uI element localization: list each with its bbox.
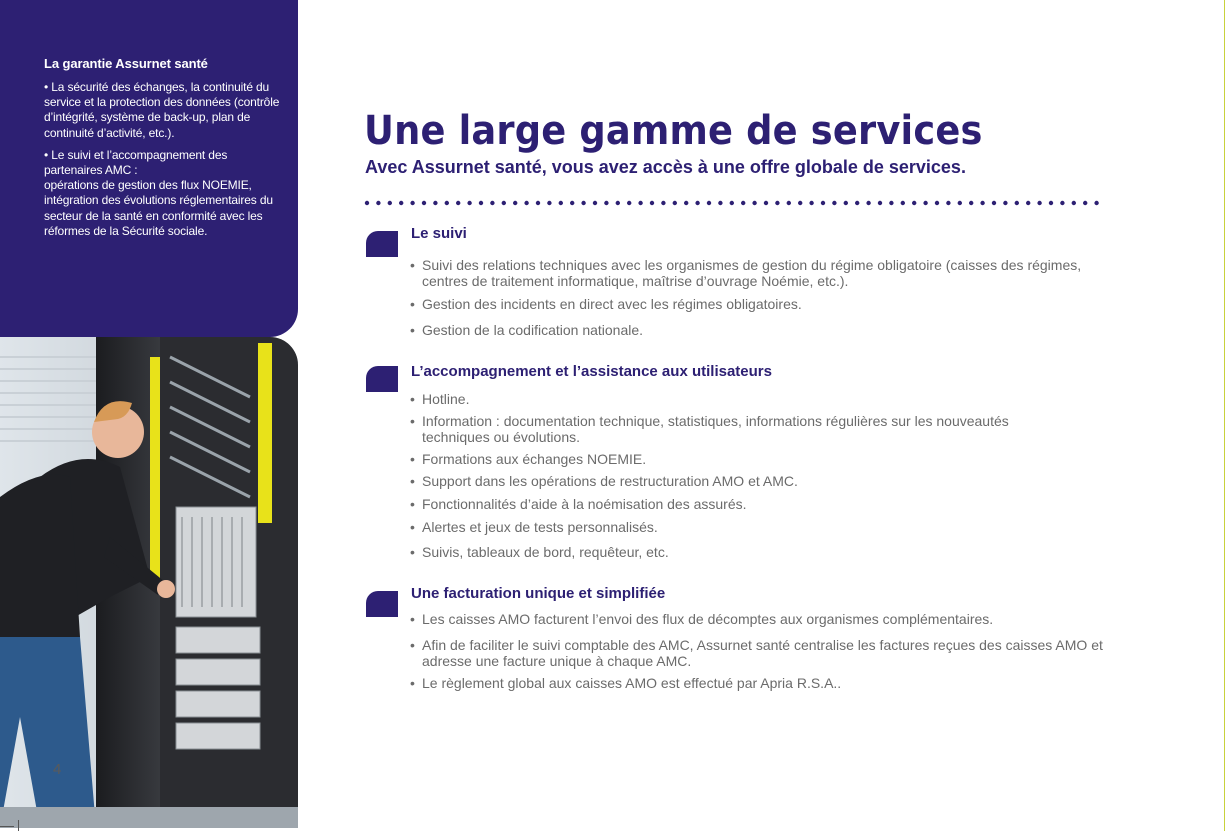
section-marker: [366, 366, 398, 392]
divider-dot: [958, 201, 962, 205]
list-item: • Les caisses AMO facturent l’envoi des flux de décomptes aux organismes complémentaires.: [410, 611, 1130, 627]
divider-dot: [844, 201, 848, 205]
divider-dot: [445, 201, 449, 205]
divider-dot: [627, 201, 631, 205]
divider-dot: [536, 201, 540, 205]
divider-dot: [467, 201, 471, 205]
divider-dot: [889, 201, 893, 205]
info-panel-title: La garantie Assurnet santé: [44, 56, 208, 71]
dotted-divider: [364, 199, 1104, 207]
info-panel-text: opérations de gestion des flux NOEMIE, intégration des évolutions réglementaires du secteur de la santé en conformité avec les réformes de la Sécurité sociale.: [44, 178, 273, 238]
info-panel: [0, 0, 298, 337]
list-item: • Support dans les opérations de restructuration AMO et AMC.: [410, 473, 1130, 489]
divider-dot: [1060, 201, 1064, 205]
list-item: • Fonctionnalités d’aide à la noémisation des assurés.: [410, 496, 1130, 512]
list-item: • Gestion de la codification nationale.: [410, 322, 1130, 338]
divider-dot: [912, 201, 916, 205]
section-heading-accompagnement: L’accompagnement et l’assistance aux utilisateurs: [411, 363, 772, 380]
trim-mark: [0, 826, 14, 827]
divider-dot: [650, 201, 654, 205]
divider-dot: [832, 201, 836, 205]
divider-dot: [479, 201, 483, 205]
divider-dot: [559, 201, 563, 205]
divider-dot: [604, 201, 608, 205]
divider-dot: [513, 201, 517, 205]
divider-dot: [388, 201, 392, 205]
divider-dot: [741, 201, 745, 205]
list-item: • Alertes et jeux de tests personnalisés.: [410, 519, 1130, 535]
divider-dot: [730, 201, 734, 205]
divider-dot: [1003, 201, 1007, 205]
divider-dot: [787, 201, 791, 205]
section-marker: [366, 231, 398, 257]
divider-dot: [524, 201, 528, 205]
divider-dot: [821, 201, 825, 205]
divider-dot: [764, 201, 768, 205]
divider-dot: [855, 201, 859, 205]
divider-dot: [901, 201, 905, 205]
info-panel-bullet: • La sécurité des échanges, la continuité du service et la protection des données (contrôle d’intégrité, système de back-up, plan de continuité d’activité, etc.).: [44, 80, 280, 140]
divider-dot: [581, 201, 585, 205]
list-item: • Formations aux échanges NOEMIE.: [410, 451, 1130, 467]
divider-dot: [878, 201, 882, 205]
divider-dot: [775, 201, 779, 205]
page-title: Une large gamme de services: [364, 108, 983, 154]
list-item: • Le règlement global aux caisses AMO est effectué par Apria R.S.A..: [410, 675, 1130, 691]
section-heading-suivi: Le suivi: [411, 225, 467, 242]
info-panel-bullet: • Le suivi et l’accompagnement des partenaires AMC :: [44, 147, 228, 178]
divider-dot: [707, 201, 711, 205]
datacenter-photo: [0, 337, 298, 828]
divider-dot: [410, 201, 414, 205]
divider-dot: [1049, 201, 1053, 205]
divider-dot: [399, 201, 403, 205]
list-item: • Hotline.: [410, 391, 1130, 407]
divider-dot: [547, 201, 551, 205]
trim-mark: [18, 820, 19, 831]
list-item: • Suivis, tableaux de bord, requêteur, etc.: [410, 544, 1130, 560]
divider-dot: [1037, 201, 1041, 205]
divider-dot: [638, 201, 642, 205]
divider-dot: [502, 201, 506, 205]
section-marker: [366, 591, 398, 617]
divider-dot: [1072, 201, 1076, 205]
divider-dot: [1083, 201, 1087, 205]
divider-dot: [866, 201, 870, 205]
divider-dot: [946, 201, 950, 205]
list-item: • Suivi des relations techniques avec les organismes de gestion du régime obligatoire (caisses des régimes, centres de traitement informatique, maîtrise d’ouvrage Noémie, etc.).: [410, 257, 1130, 289]
divider-dot: [673, 201, 677, 205]
divider-dot: [718, 201, 722, 205]
list-item: • Afin de faciliter le suivi comptable des AMC, Assurnet santé centralise les factures reçues des caisses AMO et adresse une facture unique à chaque AMC.: [410, 637, 1130, 669]
page-edge-line: [1224, 0, 1225, 831]
divider-dot: [1094, 201, 1098, 205]
divider-dot: [490, 201, 494, 205]
divider-dot: [456, 201, 460, 205]
divider-dot: [570, 201, 574, 205]
divider-dot: [1026, 201, 1030, 205]
divider-dot: [433, 201, 437, 205]
divider-dot: [684, 201, 688, 205]
divider-dot: [1015, 201, 1019, 205]
divider-dot: [593, 201, 597, 205]
divider-dot: [809, 201, 813, 205]
divider-dot: [980, 201, 984, 205]
page-subtitle: Avec Assurnet santé, vous avez accès à une offre globale de services.: [365, 157, 966, 177]
divider-dot: [923, 201, 927, 205]
section-heading-facturation: Une facturation unique et simplifiée: [411, 585, 666, 602]
divider-dot: [616, 201, 620, 205]
divider-dot: [422, 201, 426, 205]
list-item: • Gestion des incidents en direct avec les régimes obligatoires.: [410, 296, 1130, 312]
page-number: 4: [53, 761, 62, 778]
divider-dot: [752, 201, 756, 205]
divider-dot: [992, 201, 996, 205]
divider-dot: [798, 201, 802, 205]
divider-dot: [661, 201, 665, 205]
divider-dot: [365, 201, 369, 205]
divider-dot: [969, 201, 973, 205]
divider-dot: [376, 201, 380, 205]
list-item: • Information : documentation technique, statistiques, informations régulières sur les nouveautés techniques ou évolutions.: [410, 413, 1050, 445]
divider-dot: [935, 201, 939, 205]
divider-dot: [695, 201, 699, 205]
